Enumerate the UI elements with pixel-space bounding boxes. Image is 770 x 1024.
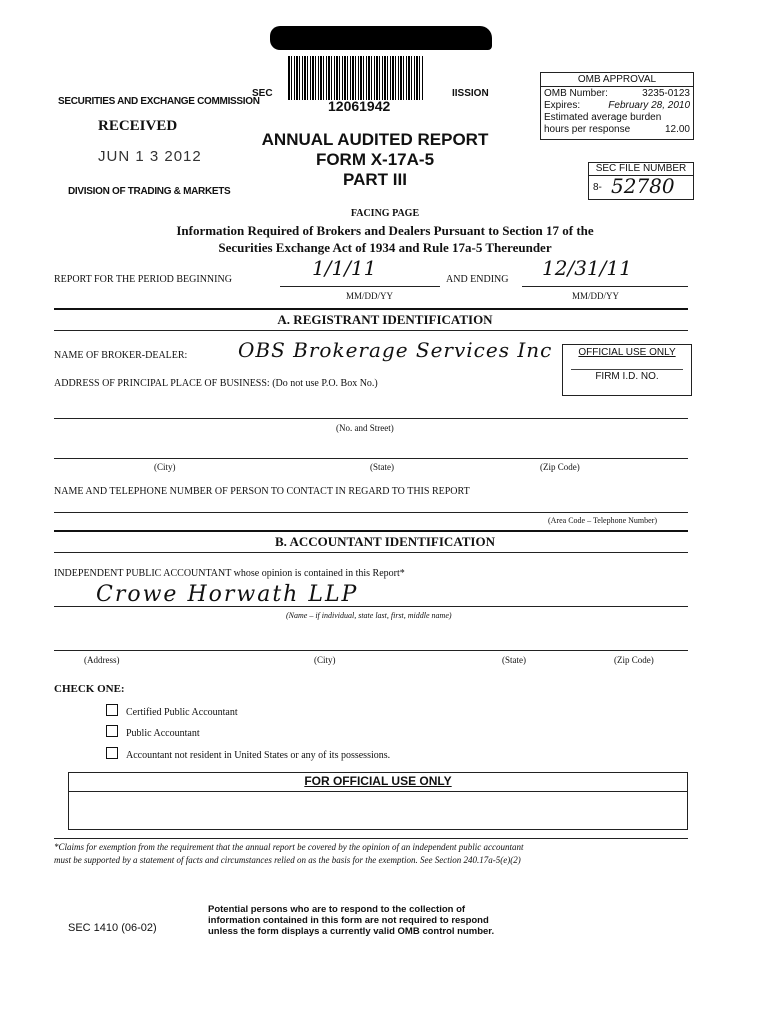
division-name: DIVISION OF TRADING & MARKETS	[68, 186, 231, 197]
sec-right-label: IISSION	[452, 88, 489, 99]
omb-expires-value: February 28, 2010	[608, 100, 690, 111]
firm-id-label: FIRM I.D. NO.	[595, 371, 659, 382]
official-use-label: OFFICIAL USE ONLY	[578, 347, 676, 358]
facing-info-line2: Securities Exchange Act of 1934 and Rule 17a-5 Thereunder	[218, 240, 552, 255]
check-option-label: Public Accountant	[126, 728, 200, 739]
omb-notice-line1: Potential persons who are to respond to the collection of	[208, 904, 466, 915]
city-caption-a: (City)	[154, 462, 176, 472]
checkbox-icon[interactable]	[106, 704, 118, 716]
address-caption-b: (Address)	[84, 655, 120, 665]
zip-caption-a: (Zip Code)	[540, 462, 580, 472]
barcode-number: 12061942	[328, 98, 391, 114]
omb-expires-label: Expires:	[544, 100, 581, 111]
city-caption-b: (City)	[314, 655, 336, 665]
omb-notice	[208, 904, 494, 937]
official-use-box	[562, 344, 692, 396]
barcode	[288, 56, 424, 100]
omb-notice-line3: unless the form displays a currently valid OMB control number.	[208, 926, 495, 937]
facing-info-line1: Information Required of Brokers and Dealers Pursuant to Section 17 of the	[176, 223, 594, 238]
facing-page-label: FACING PAGE	[350, 208, 420, 219]
sec-left-label: SEC	[252, 88, 273, 99]
for-official-use-box	[68, 772, 688, 830]
omb-burden-line1: Estimated average burden	[544, 112, 662, 123]
title-line1: ANNUAL AUDITED REPORT	[261, 130, 489, 149]
agency-name: SECURITIES AND EXCHANGE COMMISSION	[58, 96, 260, 107]
title-line2: FORM X-17A-5	[315, 150, 435, 169]
received-stamp: RECEIVED	[98, 118, 178, 134]
sec-file-prefix: 8-	[593, 182, 602, 193]
sec-file-number-box	[588, 162, 694, 200]
period-end-format: MM/DD/YY	[572, 291, 620, 301]
broker-dealer-label: NAME OF BROKER-DEALER:	[54, 350, 188, 361]
omb-notice-line2: information contained in this form are not required to respond	[208, 915, 489, 926]
check-option-pa[interactable]	[106, 725, 200, 739]
period-end-value[interactable]: 12/31/11	[542, 256, 632, 280]
redaction-bar	[270, 26, 492, 50]
accountant-name-caption: (Name – if individual, state last, first, middle name)	[286, 611, 452, 620]
check-option-label: Certified Public Accountant	[126, 707, 238, 718]
checkbox-icon[interactable]	[106, 725, 118, 737]
accountant-label: INDEPENDENT PUBLIC ACCOUNTANT whose opinion is contained in this Report*	[54, 568, 405, 579]
period-begin-format: MM/DD/YY	[346, 291, 394, 301]
accountant-value[interactable]: Crowe Horwath LLP	[96, 582, 359, 607]
contact-label: NAME AND TELEPHONE NUMBER OF PERSON TO CONTACT IN REGARD TO THIS REPORT	[54, 486, 470, 497]
title-line3: PART III	[343, 170, 407, 189]
area-code-caption: (Area Code – Telephone Number)	[548, 516, 658, 525]
checkbox-icon[interactable]	[106, 747, 118, 759]
received-date: JUN 1 3 2012	[98, 148, 202, 165]
report-title	[250, 130, 500, 190]
check-option-label: Accountant not resident in United States or any of its possessions.	[126, 750, 391, 761]
section-b-heading: B. ACCOUNTANT IDENTIFICATION	[275, 534, 495, 549]
omb-approval-box	[540, 72, 694, 140]
form-id: SEC 1410 (06-02)	[68, 922, 157, 934]
sec-file-label: SEC FILE NUMBER	[589, 163, 693, 176]
broker-dealer-value[interactable]: OBS Brokerage Services Inc	[238, 338, 553, 362]
check-one-label: CHECK ONE:	[54, 683, 125, 695]
omb-number-label: OMB Number:	[544, 88, 608, 99]
section-a-heading: A. REGISTRANT IDENTIFICATION	[277, 312, 493, 327]
period-begin-label: REPORT FOR THE PERIOD BEGINNING	[54, 274, 232, 285]
period-begin-value[interactable]: 1/1/11	[312, 256, 377, 280]
state-caption-a: (State)	[370, 462, 394, 472]
omb-burden-value: 12.00	[664, 124, 690, 135]
for-official-use-label: FOR OFFICIAL USE ONLY	[304, 774, 452, 788]
check-option-nonresident[interactable]	[106, 747, 390, 761]
no-street-caption: (No. and Street)	[336, 423, 394, 433]
period-end-label: AND ENDING	[446, 274, 509, 285]
omb-burden-line2: hours per response	[544, 124, 631, 135]
check-option-cpa[interactable]	[106, 704, 238, 718]
footnote-line1: *Claims for exemption from the requirement that the annual report be covered by the opinion of an independent public accountant	[54, 842, 524, 852]
omb-number-value: 3235-0123	[642, 88, 690, 99]
state-caption-b: (State)	[502, 655, 526, 665]
zip-caption-b: (Zip Code)	[614, 655, 654, 665]
address-label: ADDRESS OF PRINCIPAL PLACE OF BUSINESS: (Do not use P.O. Box No.)	[54, 378, 378, 389]
sec-file-value: 52780	[611, 174, 675, 198]
omb-title: OMB APPROVAL	[541, 73, 693, 87]
footnote-line2: must be supported by a statement of facts and circumstances relied on as the basis for the exemption. See Section 240.17a-5(e)(2)	[54, 855, 521, 865]
